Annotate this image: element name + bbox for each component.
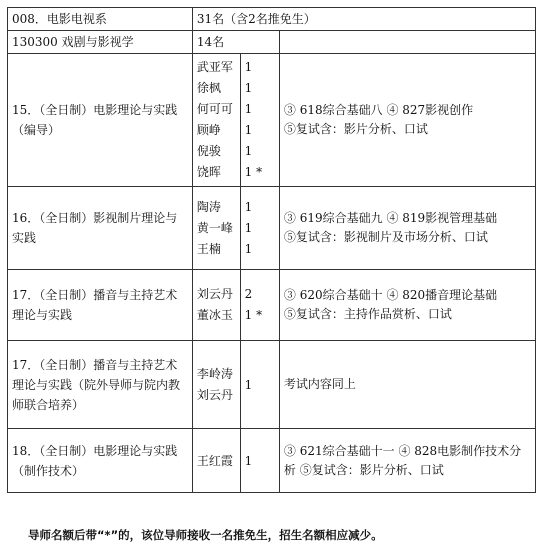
- advisor-quota: 1: [244, 144, 253, 158]
- exam-subject-line: ③ 618综合基础八 ④ 827影视创作: [283, 103, 474, 117]
- advisor-name: 刘云丹: [196, 387, 233, 402]
- advisor-name: 徐枫: [196, 81, 221, 95]
- admissions-table: [7, 7, 536, 493]
- exam-subjects: [279, 54, 535, 187]
- exam-subject-line: ⑤复试含：影视制片及市场分析、口试: [283, 230, 488, 244]
- direction-title: 16．（全日制）影视制片理论与实践: [8, 187, 193, 270]
- advisor-name: 李岭涛: [196, 366, 233, 381]
- exam-subject-line: ⑤复试含：影片分析、口试: [283, 122, 428, 136]
- advisor-name: 黄一峰: [196, 220, 233, 235]
- exam-subjects: [279, 341, 535, 429]
- advisor-quotas: [240, 429, 279, 493]
- advisor-quota: 1: [244, 81, 253, 95]
- exam-subject-line: 考试内容同上: [283, 377, 356, 391]
- advisor-names: [192, 54, 240, 187]
- advisor-name: 王红霞: [196, 453, 233, 468]
- advisor-quota: 1: [244, 220, 253, 235]
- major-name: 130300 戏剧与影视学: [8, 31, 193, 54]
- advisor-quota: 1: [244, 123, 253, 137]
- exam-subject-line: ⑤复试含：主持作品赏析、口试: [283, 307, 452, 321]
- exam-subject-line: ③ 620综合基础十 ④ 820播音理论基础: [283, 288, 498, 302]
- direction-row: [8, 429, 536, 493]
- exam-subjects: [279, 187, 535, 270]
- footnote: 导师名额后带“*”的，该位导师接收一名推免生，招生名额相应减少。: [28, 528, 383, 542]
- advisor-name: 王楠: [196, 241, 221, 256]
- major-row: [8, 31, 536, 54]
- direction-row: [8, 270, 536, 341]
- advisor-quota: 1: [244, 60, 253, 74]
- direction-row: [8, 187, 536, 270]
- advisor-quota: 2: [244, 287, 253, 301]
- advisor-quota: 1: [244, 377, 253, 392]
- direction-title: 15．（全日制）电影理论与实践（编导）: [8, 54, 193, 187]
- advisor-quotas: [240, 187, 279, 270]
- advisor-quota: 1 *: [244, 308, 263, 322]
- advisor-names: [192, 270, 240, 341]
- department-name: 008．电影电视系: [8, 8, 193, 31]
- major-empty-cell: [279, 31, 535, 54]
- major-quota: 14名: [192, 31, 279, 54]
- direction-title: 17．（全日制）播音与主持艺术理论与实践（院外导师与院内教师联合培养）: [8, 341, 193, 429]
- direction-title: 18．（全日制）电影理论与实践（制作技术）: [8, 429, 193, 493]
- advisor-name: 武亚军: [196, 60, 233, 74]
- direction-title: 17．（全日制）播音与主持艺术理论与实践: [8, 270, 193, 341]
- direction-row: [8, 54, 536, 187]
- advisor-name: 刘云丹: [196, 287, 233, 301]
- advisor-quota: 1: [244, 102, 253, 116]
- advisor-quota: 1: [244, 453, 253, 468]
- exam-subjects: [279, 270, 535, 341]
- advisor-quotas: [240, 270, 279, 341]
- advisor-names: [192, 187, 240, 270]
- department-row: [8, 8, 536, 31]
- advisor-quota: 1: [244, 199, 253, 214]
- advisor-quotas: [240, 341, 279, 429]
- advisor-name: 倪骏: [196, 144, 221, 158]
- advisor-name: 董冰玉: [196, 308, 233, 322]
- advisor-quota: 1 *: [244, 165, 263, 179]
- exam-subject-line: ③ 619综合基础九 ④ 819影视管理基础: [283, 211, 498, 225]
- advisor-name: 饶晖: [196, 165, 221, 179]
- department-quota: 31名（含2名推免生）: [192, 8, 535, 31]
- advisor-names: [192, 341, 240, 429]
- exam-subjects: [279, 429, 535, 493]
- advisor-quotas: [240, 54, 279, 187]
- direction-row: [8, 341, 536, 429]
- advisor-names: [192, 429, 240, 493]
- advisor-name: 何可可: [196, 102, 233, 116]
- advisor-name: 顾峥: [196, 123, 221, 137]
- exam-subject-line: ③ 621综合基础十一 ④ 828电影制作技术分析 ⑤复试含：影片分析、口试: [283, 443, 522, 477]
- advisor-quota: 1: [244, 241, 253, 256]
- advisor-name: 陶涛: [196, 199, 221, 214]
